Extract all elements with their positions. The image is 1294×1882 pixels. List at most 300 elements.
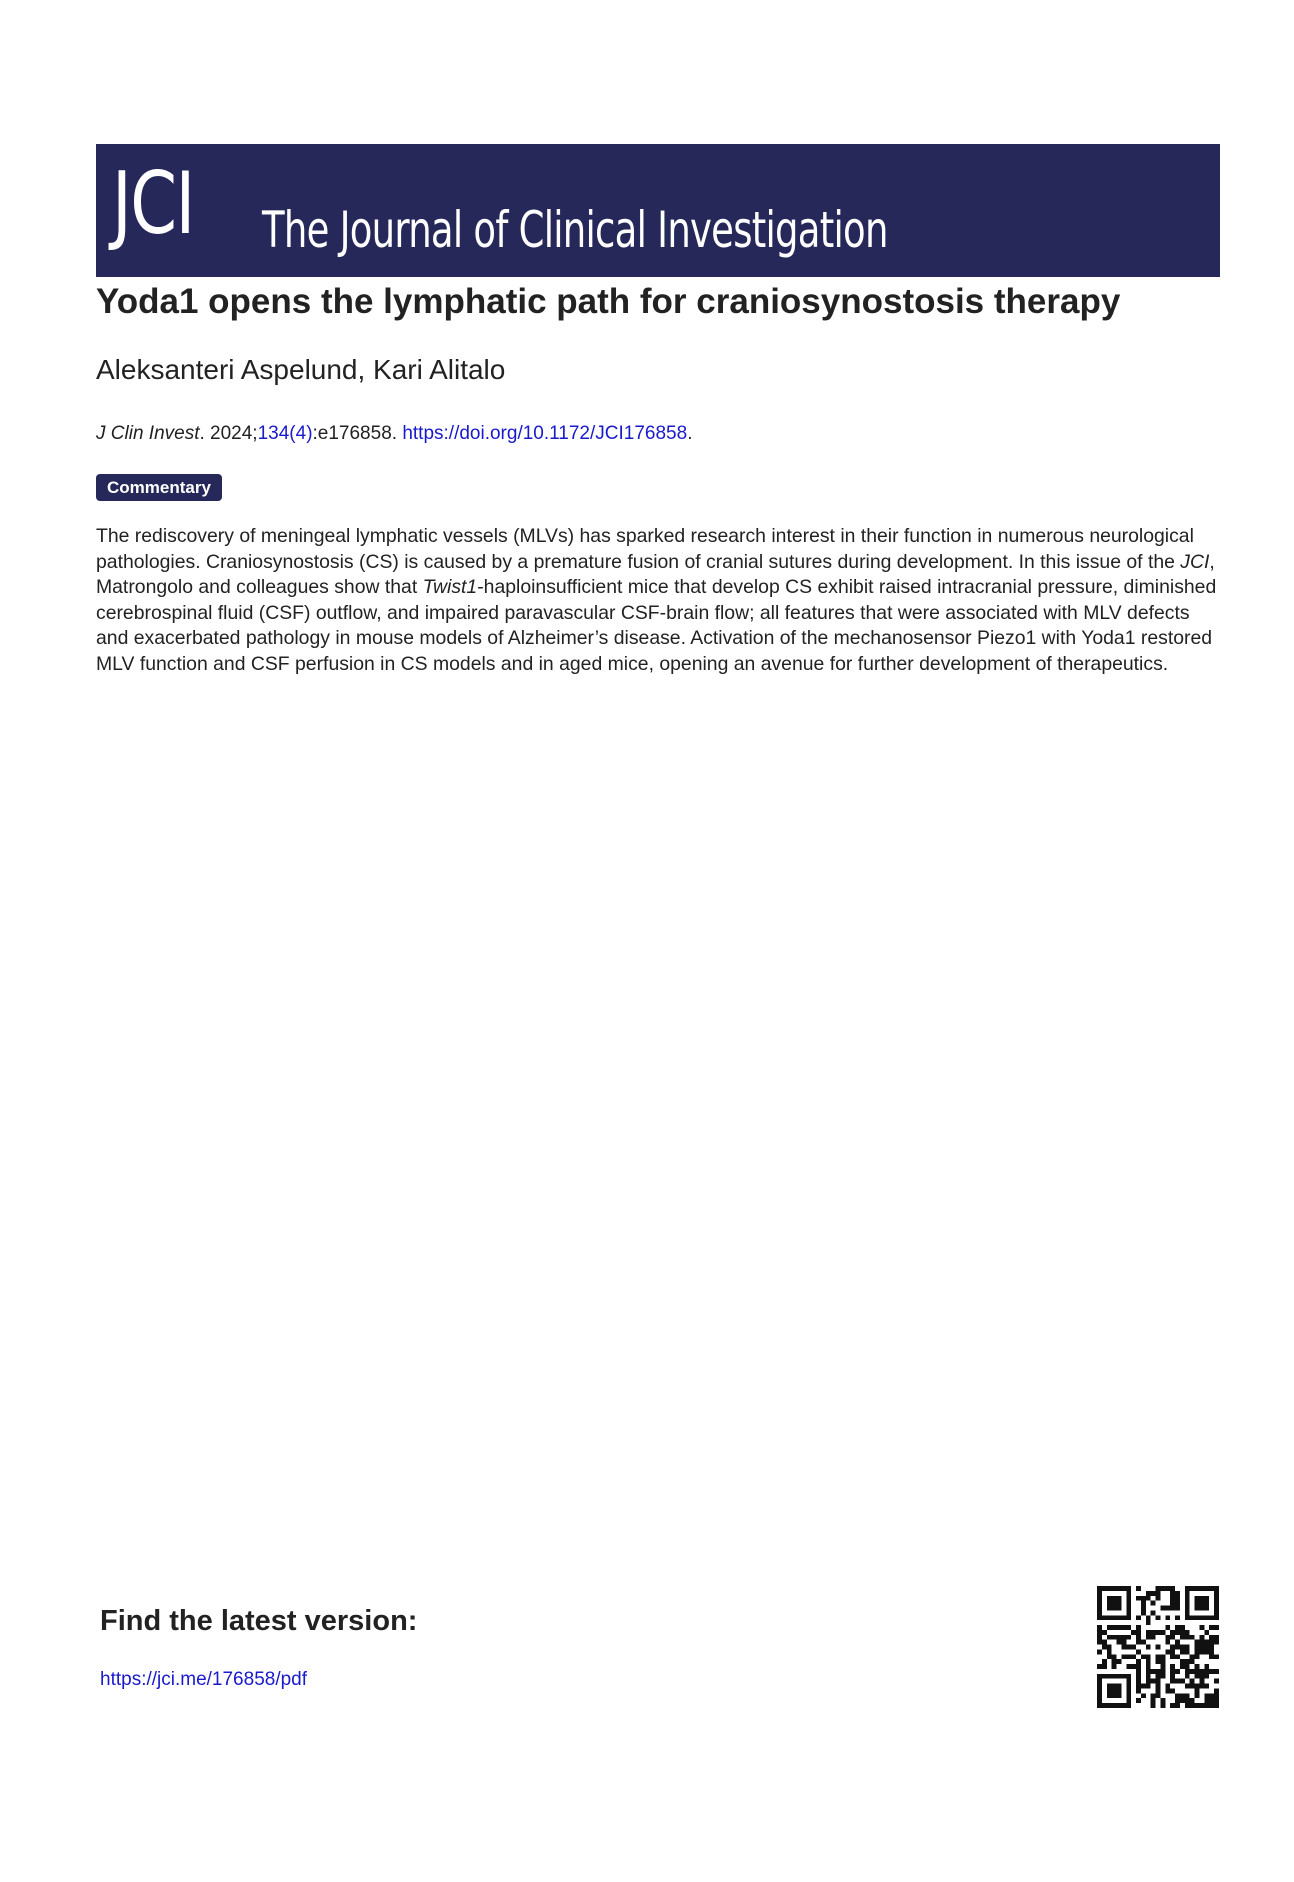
article-authors: Aleksanteri Aspelund, Kari Alitalo bbox=[96, 354, 506, 385]
abstract-text-1: The rediscovery of meningeal lymphatic vessels (MLVs) has sparked research interest in their function in numerous neurological pathologies. Craniosynostosis (CS) is caused by a premature fusion of cranial sutures during development. In this issue of the bbox=[96, 525, 1194, 573]
qr-module bbox=[1190, 1615, 1195, 1620]
qr-module bbox=[1170, 1601, 1175, 1606]
qr-module bbox=[1136, 1615, 1141, 1620]
qr-module bbox=[1175, 1703, 1180, 1708]
qr-module bbox=[1190, 1654, 1195, 1659]
qr-module bbox=[1170, 1630, 1175, 1635]
qr-module bbox=[1097, 1601, 1102, 1606]
qr-module bbox=[1121, 1654, 1126, 1659]
qr-module bbox=[1204, 1703, 1209, 1708]
qr-module bbox=[1112, 1693, 1117, 1698]
qr-module bbox=[1107, 1693, 1112, 1698]
qr-module bbox=[1107, 1688, 1112, 1693]
qr-module bbox=[1190, 1684, 1195, 1689]
qr-module bbox=[1170, 1649, 1175, 1654]
abstract-text-2: , Matrongolo and colleagues show that bbox=[96, 550, 1215, 599]
qr-module bbox=[1102, 1615, 1107, 1620]
qr-module bbox=[1136, 1630, 1141, 1635]
qr-module bbox=[1185, 1610, 1190, 1615]
qr-module bbox=[1160, 1586, 1165, 1591]
qr-module bbox=[1151, 1601, 1156, 1606]
qr-module bbox=[1102, 1703, 1107, 1708]
qr-module bbox=[1199, 1669, 1204, 1674]
qr-module bbox=[1180, 1679, 1185, 1684]
qr-module bbox=[1156, 1586, 1161, 1591]
qr-module bbox=[1151, 1679, 1156, 1684]
qr-module bbox=[1214, 1640, 1219, 1645]
qr-module bbox=[1199, 1586, 1204, 1591]
qr-module bbox=[1199, 1596, 1204, 1601]
abstract bbox=[96, 524, 1226, 678]
qr-module bbox=[1199, 1649, 1204, 1654]
qr-module bbox=[1107, 1645, 1112, 1650]
qr-module bbox=[1151, 1630, 1156, 1635]
qr-module bbox=[1156, 1645, 1161, 1650]
qr-module bbox=[1102, 1630, 1107, 1635]
qr-module bbox=[1209, 1649, 1214, 1654]
qr-module bbox=[1160, 1669, 1165, 1674]
qr-module bbox=[1121, 1640, 1126, 1645]
qr-module bbox=[1156, 1630, 1161, 1635]
qr-module bbox=[1204, 1649, 1209, 1654]
qr-module bbox=[1214, 1610, 1219, 1615]
qr-module bbox=[1151, 1703, 1156, 1708]
qr-module bbox=[1185, 1601, 1190, 1606]
qr-module bbox=[1170, 1586, 1175, 1591]
qr-module bbox=[1214, 1615, 1219, 1620]
qr-module bbox=[1204, 1693, 1209, 1698]
qr-module bbox=[1136, 1664, 1141, 1669]
qr-module bbox=[1209, 1693, 1214, 1698]
qr-module bbox=[1204, 1645, 1209, 1650]
qr-module bbox=[1204, 1669, 1209, 1674]
qr-module bbox=[1209, 1640, 1214, 1645]
qr-module bbox=[1165, 1640, 1170, 1645]
qr-module bbox=[1112, 1654, 1117, 1659]
qr-module bbox=[1195, 1645, 1200, 1650]
qr-module bbox=[1160, 1654, 1165, 1659]
qr-module bbox=[1151, 1591, 1156, 1596]
qr-module bbox=[1117, 1596, 1122, 1601]
qr-module bbox=[1180, 1693, 1185, 1698]
qr-module bbox=[1097, 1688, 1102, 1693]
qr-module bbox=[1146, 1674, 1151, 1679]
qr-module bbox=[1097, 1703, 1102, 1708]
qr-module bbox=[1107, 1601, 1112, 1606]
qr-module bbox=[1195, 1649, 1200, 1654]
qr-module bbox=[1097, 1610, 1102, 1615]
qr-module bbox=[1170, 1596, 1175, 1601]
qr-module bbox=[1136, 1674, 1141, 1679]
find-latest-heading: Find the latest version: bbox=[100, 1605, 418, 1637]
qr-module bbox=[1146, 1635, 1151, 1640]
qr-module bbox=[1209, 1654, 1214, 1659]
qr-module bbox=[1175, 1630, 1180, 1635]
qr-module bbox=[1156, 1674, 1161, 1679]
qr-module bbox=[1112, 1615, 1117, 1620]
qr-module bbox=[1185, 1684, 1190, 1689]
qr-module bbox=[1180, 1645, 1185, 1650]
qr-module bbox=[1160, 1674, 1165, 1679]
qr-module bbox=[1156, 1693, 1161, 1698]
qr-module bbox=[1195, 1688, 1200, 1693]
doi-link[interactable]: https://doi.org/10.1172/JCI176858 bbox=[402, 423, 688, 444]
qr-module bbox=[1195, 1596, 1200, 1601]
qr-module bbox=[1170, 1654, 1175, 1659]
qr-module bbox=[1112, 1659, 1117, 1664]
qr-module bbox=[1146, 1679, 1151, 1684]
qr-module bbox=[1107, 1684, 1112, 1689]
qr-module bbox=[1190, 1659, 1195, 1664]
qr-module bbox=[1136, 1659, 1141, 1664]
qr-module bbox=[1126, 1606, 1131, 1611]
qr-module bbox=[1121, 1586, 1126, 1591]
qr-module bbox=[1146, 1659, 1151, 1664]
qr-module bbox=[1102, 1586, 1107, 1591]
qr-module bbox=[1126, 1679, 1131, 1684]
qr-module bbox=[1165, 1615, 1170, 1620]
qr-module bbox=[1156, 1688, 1161, 1693]
qr-module bbox=[1214, 1679, 1219, 1684]
qr-module bbox=[1117, 1688, 1122, 1693]
qr-module bbox=[1141, 1654, 1146, 1659]
qr-module bbox=[1209, 1635, 1214, 1640]
qr-module bbox=[1160, 1659, 1165, 1664]
qr-module bbox=[1185, 1659, 1190, 1664]
qr-module bbox=[1117, 1625, 1122, 1630]
qr-module bbox=[1117, 1586, 1122, 1591]
qr-module bbox=[1146, 1654, 1151, 1659]
abstract-paragraph bbox=[96, 524, 1226, 678]
qr-module bbox=[1199, 1601, 1204, 1606]
qr-module bbox=[1126, 1693, 1131, 1698]
qr-module bbox=[1102, 1640, 1107, 1645]
qr-module bbox=[1170, 1635, 1175, 1640]
qr-module bbox=[1156, 1654, 1161, 1659]
qr-module bbox=[1165, 1684, 1170, 1689]
qr-module bbox=[1185, 1635, 1190, 1640]
qr-module bbox=[1097, 1635, 1102, 1640]
qr-module bbox=[1195, 1601, 1200, 1606]
qr-module bbox=[1180, 1630, 1185, 1635]
qr-module bbox=[1195, 1606, 1200, 1611]
qr-module bbox=[1107, 1654, 1112, 1659]
abstract-jci-italic: JCI bbox=[1180, 550, 1210, 573]
qr-module bbox=[1141, 1596, 1146, 1601]
qr-module bbox=[1146, 1684, 1151, 1689]
qr-module bbox=[1146, 1596, 1151, 1601]
qr-module bbox=[1126, 1684, 1131, 1689]
qr-module bbox=[1199, 1674, 1204, 1679]
qr-module bbox=[1097, 1586, 1102, 1591]
qr-module bbox=[1141, 1606, 1146, 1611]
qr-module bbox=[1175, 1654, 1180, 1659]
qr-module bbox=[1112, 1625, 1117, 1630]
qr-module bbox=[1185, 1664, 1190, 1669]
qr-module bbox=[1160, 1630, 1165, 1635]
qr-module bbox=[1107, 1615, 1112, 1620]
qr-module bbox=[1136, 1649, 1141, 1654]
qr-module bbox=[1185, 1586, 1190, 1591]
qr-module bbox=[1170, 1674, 1175, 1679]
qr-module bbox=[1185, 1615, 1190, 1620]
qr-module bbox=[1136, 1698, 1141, 1703]
qr-module bbox=[1117, 1693, 1122, 1698]
qr-module bbox=[1112, 1688, 1117, 1693]
qr-module bbox=[1195, 1586, 1200, 1591]
qr-module bbox=[1117, 1703, 1122, 1708]
qr-module bbox=[1146, 1615, 1151, 1620]
qr-module bbox=[1107, 1606, 1112, 1611]
qr-module bbox=[1112, 1635, 1117, 1640]
citation-journal: J Clin Invest bbox=[96, 423, 200, 444]
qr-module bbox=[1209, 1698, 1214, 1703]
qr-module bbox=[1141, 1693, 1146, 1698]
qr-module bbox=[1112, 1596, 1117, 1601]
qr-module bbox=[1136, 1688, 1141, 1693]
qr-module bbox=[1126, 1591, 1131, 1596]
qr-module bbox=[1175, 1693, 1180, 1698]
qr-module bbox=[1102, 1645, 1107, 1650]
qr-module bbox=[1185, 1606, 1190, 1611]
qr-module bbox=[1126, 1654, 1131, 1659]
qr-module bbox=[1199, 1606, 1204, 1611]
qr-module bbox=[1209, 1703, 1214, 1708]
qr-module bbox=[1126, 1610, 1131, 1615]
jci-logo: JCI bbox=[112, 154, 194, 254]
qr-module bbox=[1214, 1669, 1219, 1674]
qr-module bbox=[1146, 1645, 1151, 1650]
qr-module bbox=[1180, 1635, 1185, 1640]
citation-line bbox=[96, 421, 692, 447]
qr-module bbox=[1170, 1703, 1175, 1708]
qr-module bbox=[1136, 1625, 1141, 1630]
qr-module bbox=[1141, 1601, 1146, 1606]
qr-module bbox=[1180, 1625, 1185, 1630]
qr-module bbox=[1190, 1635, 1195, 1640]
qr-module bbox=[1165, 1606, 1170, 1611]
abstract-gene-italic: Twist1 bbox=[422, 576, 478, 599]
qr-module bbox=[1204, 1596, 1209, 1601]
qr-module bbox=[1209, 1645, 1214, 1650]
qr-module bbox=[1117, 1640, 1122, 1645]
qr-module bbox=[1214, 1591, 1219, 1596]
qr-module bbox=[1170, 1688, 1175, 1693]
qr-module bbox=[1136, 1635, 1141, 1640]
qr-module bbox=[1165, 1586, 1170, 1591]
qr-module bbox=[1107, 1703, 1112, 1708]
qr-module bbox=[1097, 1679, 1102, 1684]
abstract-text-3: -haploinsufficient mice that develop CS exhibit raised intracranial pressure, diminished cerebrospinal fluid (CSF) outflow, and impaired paravascular CSF-brain flow; all features that were associated with MLV defects and exacerbated pathology in mouse models of Alzheimer’s disease. Activation of the mechanosensor Piezo1 with Yoda1 restored MLV function and CSF perfusion in CS models and in aged mice, opening an avenue for further development of therapeutics. bbox=[96, 576, 1217, 675]
qr-module bbox=[1180, 1649, 1185, 1654]
qr-module bbox=[1102, 1674, 1107, 1679]
qr-module bbox=[1175, 1679, 1180, 1684]
qr-module bbox=[1204, 1664, 1209, 1669]
qr-module bbox=[1112, 1674, 1117, 1679]
qr-module bbox=[1146, 1664, 1151, 1669]
qr-module bbox=[1175, 1606, 1180, 1611]
qr-module bbox=[1097, 1596, 1102, 1601]
qr-module bbox=[1175, 1669, 1180, 1674]
qr-module bbox=[1195, 1693, 1200, 1698]
qr-module bbox=[1175, 1640, 1180, 1645]
qr-module bbox=[1107, 1649, 1112, 1654]
qr-code-icon[interactable] bbox=[1097, 1586, 1219, 1708]
qr-module bbox=[1102, 1659, 1107, 1664]
qr-module bbox=[1117, 1659, 1122, 1664]
qr-module bbox=[1214, 1596, 1219, 1601]
qr-module bbox=[1107, 1596, 1112, 1601]
qr-module bbox=[1136, 1586, 1141, 1591]
qr-module bbox=[1097, 1640, 1102, 1645]
qr-module bbox=[1151, 1635, 1156, 1640]
qr-module bbox=[1195, 1674, 1200, 1679]
qr-module bbox=[1214, 1698, 1219, 1703]
category-badge: Commentary bbox=[96, 474, 222, 501]
qr-module bbox=[1204, 1615, 1209, 1620]
qr-module bbox=[1199, 1635, 1204, 1640]
citation-end: . bbox=[687, 423, 693, 444]
qr-module bbox=[1126, 1645, 1131, 1650]
qr-module bbox=[1175, 1591, 1180, 1596]
qr-module bbox=[1195, 1664, 1200, 1669]
qr-module bbox=[1126, 1698, 1131, 1703]
qr-module bbox=[1175, 1596, 1180, 1601]
latest-version-link[interactable]: https://jci.me/176858/pdf bbox=[100, 1669, 308, 1690]
qr-module bbox=[1199, 1615, 1204, 1620]
qr-module bbox=[1151, 1693, 1156, 1698]
qr-module bbox=[1121, 1674, 1126, 1679]
journal-name: The Journal of Clinical Investigation bbox=[262, 201, 888, 259]
qr-module bbox=[1151, 1698, 1156, 1703]
qr-module bbox=[1156, 1679, 1161, 1684]
citation-article-id: :e176858. bbox=[312, 423, 403, 444]
qr-module bbox=[1214, 1601, 1219, 1606]
qr-module bbox=[1199, 1703, 1204, 1708]
qr-module bbox=[1180, 1659, 1185, 1664]
qr-module bbox=[1141, 1640, 1146, 1645]
qr-module bbox=[1102, 1664, 1107, 1669]
qr-module bbox=[1121, 1625, 1126, 1630]
qr-module bbox=[1112, 1586, 1117, 1591]
qr-module bbox=[1097, 1693, 1102, 1698]
qr-module bbox=[1175, 1625, 1180, 1630]
qr-module bbox=[1214, 1703, 1219, 1708]
qr-module bbox=[1214, 1586, 1219, 1591]
qr-module bbox=[1160, 1664, 1165, 1669]
qr-module bbox=[1117, 1606, 1122, 1611]
qr-module bbox=[1175, 1601, 1180, 1606]
qr-module bbox=[1214, 1654, 1219, 1659]
qr-module bbox=[1190, 1669, 1195, 1674]
qr-module bbox=[1136, 1669, 1141, 1674]
qr-module bbox=[1126, 1625, 1131, 1630]
qr-module bbox=[1126, 1688, 1131, 1693]
qr-module bbox=[1121, 1615, 1126, 1620]
qr-module bbox=[1097, 1615, 1102, 1620]
qr-module bbox=[1097, 1630, 1102, 1635]
qr-module bbox=[1214, 1606, 1219, 1611]
qr-module bbox=[1156, 1684, 1161, 1689]
qr-module bbox=[1151, 1610, 1156, 1615]
qr-module bbox=[1204, 1674, 1209, 1679]
qr-module bbox=[1117, 1635, 1122, 1640]
qr-module bbox=[1199, 1640, 1204, 1645]
qr-module bbox=[1204, 1630, 1209, 1635]
qr-module bbox=[1126, 1586, 1131, 1591]
qr-module bbox=[1195, 1684, 1200, 1689]
qr-module bbox=[1185, 1703, 1190, 1708]
qr-module bbox=[1170, 1679, 1175, 1684]
qr-module bbox=[1107, 1625, 1112, 1630]
qr-module bbox=[1165, 1635, 1170, 1640]
qr-module bbox=[1170, 1591, 1175, 1596]
qr-module bbox=[1121, 1635, 1126, 1640]
qr-module bbox=[1160, 1703, 1165, 1708]
qr-module bbox=[1117, 1615, 1122, 1620]
volume-issue-link[interactable]: 134(4) bbox=[257, 423, 313, 444]
qr-module bbox=[1136, 1679, 1141, 1684]
qr-module bbox=[1131, 1645, 1136, 1650]
qr-module bbox=[1175, 1698, 1180, 1703]
qr-module bbox=[1097, 1674, 1102, 1679]
qr-module bbox=[1195, 1640, 1200, 1645]
qr-module bbox=[1097, 1649, 1102, 1654]
qr-module bbox=[1141, 1610, 1146, 1615]
qr-module bbox=[1195, 1654, 1200, 1659]
qr-module bbox=[1165, 1649, 1170, 1654]
qr-module bbox=[1195, 1703, 1200, 1708]
qr-module bbox=[1097, 1625, 1102, 1630]
qr-module bbox=[1175, 1615, 1180, 1620]
qr-module bbox=[1146, 1591, 1151, 1596]
qr-module bbox=[1185, 1596, 1190, 1601]
qr-module bbox=[1185, 1591, 1190, 1596]
qr-module bbox=[1204, 1606, 1209, 1611]
qr-module bbox=[1185, 1649, 1190, 1654]
qr-module bbox=[1209, 1615, 1214, 1620]
qr-module bbox=[1112, 1703, 1117, 1708]
qr-module bbox=[1185, 1645, 1190, 1650]
qr-module bbox=[1097, 1664, 1102, 1669]
qr-module bbox=[1112, 1606, 1117, 1611]
qr-module bbox=[1112, 1684, 1117, 1689]
qr-module bbox=[1136, 1596, 1141, 1601]
qr-module bbox=[1156, 1659, 1161, 1664]
qr-module bbox=[1190, 1703, 1195, 1708]
qr-module bbox=[1175, 1645, 1180, 1650]
qr-module bbox=[1136, 1640, 1141, 1645]
qr-module bbox=[1214, 1625, 1219, 1630]
qr-module bbox=[1126, 1615, 1131, 1620]
qr-module bbox=[1097, 1698, 1102, 1703]
qr-module bbox=[1117, 1684, 1122, 1689]
qr-module bbox=[1112, 1664, 1117, 1669]
qr-module bbox=[1131, 1664, 1136, 1669]
qr-module bbox=[1126, 1596, 1131, 1601]
journal-banner bbox=[96, 144, 1220, 277]
qr-module bbox=[1146, 1620, 1151, 1625]
qr-module bbox=[1185, 1698, 1190, 1703]
qr-module bbox=[1190, 1698, 1195, 1703]
qr-module bbox=[1185, 1669, 1190, 1674]
qr-module bbox=[1199, 1684, 1204, 1689]
qr-module bbox=[1185, 1630, 1190, 1635]
qr-module bbox=[1107, 1674, 1112, 1679]
qr-module bbox=[1146, 1630, 1151, 1635]
qr-module bbox=[1209, 1669, 1214, 1674]
citation-year: . 2024; bbox=[199, 423, 258, 444]
